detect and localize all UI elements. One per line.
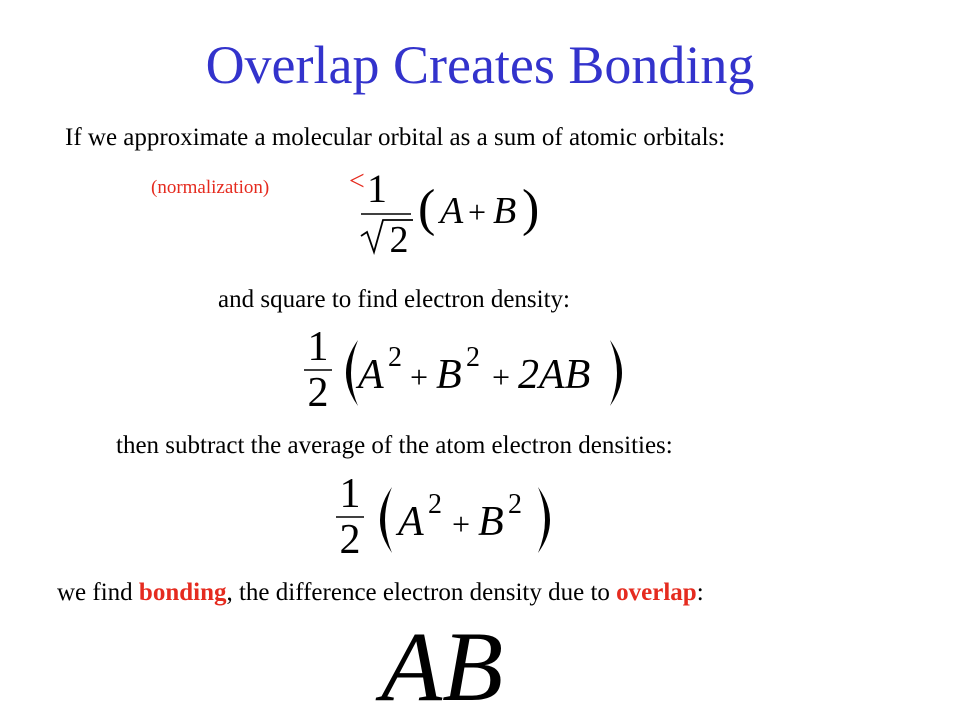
- mo-sum-B: B: [493, 190, 517, 232]
- density-denominator: 2: [307, 370, 329, 416]
- bonding-text-before: we find: [57, 579, 139, 606]
- left-paren-icon: [346, 340, 358, 406]
- square-text: and square to find electron density:: [218, 286, 570, 313]
- mo-sum-lparen: (: [418, 180, 436, 237]
- density-A-exponent: 2: [388, 342, 402, 373]
- atom-average-B: B: [478, 499, 504, 545]
- atom-average-B-exponent: 2: [508, 489, 522, 520]
- left-paren-icon: [380, 487, 392, 553]
- mo-sum-denominator: 2: [389, 219, 409, 261]
- density-B-exponent: 2: [466, 342, 480, 373]
- atom-average-denominator: 2: [339, 517, 361, 563]
- density-plus-2: +: [492, 359, 511, 395]
- bonding-text-after: :: [696, 579, 704, 606]
- density-A: A: [358, 352, 384, 398]
- less-than-sign: <: [349, 166, 365, 197]
- atom-average-equation: [330, 465, 570, 565]
- page-title: Overlap Creates Bonding: [205, 35, 755, 95]
- atom-average-plus: +: [452, 506, 471, 542]
- bonding-text-middle: , the difference electron density due to: [226, 579, 617, 606]
- overlap-highlight: overlap: [616, 579, 697, 606]
- bonding-text: [57, 580, 704, 605]
- bonding-highlight: bonding: [138, 579, 227, 606]
- density-B: B: [436, 352, 462, 398]
- atom-average-A: A: [398, 499, 424, 545]
- mo-sum-numerator: 1: [367, 166, 387, 211]
- overlap-term: AB: [381, 612, 504, 712]
- density-2AB: 2AB: [518, 352, 591, 398]
- atom-average-A-exponent: 2: [428, 489, 442, 520]
- overlap-term-equation: [375, 612, 545, 712]
- mo-sum-rparen: ): [522, 180, 540, 237]
- density-equation: [298, 318, 638, 418]
- subtract-text: then subtract the average of the atom electron densities:: [116, 432, 673, 459]
- atom-average-numerator: 1: [339, 471, 361, 517]
- right-paren-icon: [610, 340, 622, 406]
- mo-sum-plus: +: [468, 194, 487, 230]
- density-plus-1: +: [410, 359, 429, 395]
- normalization-note: (normalization): [151, 177, 270, 198]
- mo-sum-A: A: [440, 190, 464, 232]
- right-paren-icon: [538, 487, 550, 553]
- intro-text: If we approximate a molecular orbital as a sum of atomic orbitals:: [65, 124, 726, 151]
- density-numerator: 1: [307, 324, 329, 370]
- mo-sum-equation: [355, 162, 555, 262]
